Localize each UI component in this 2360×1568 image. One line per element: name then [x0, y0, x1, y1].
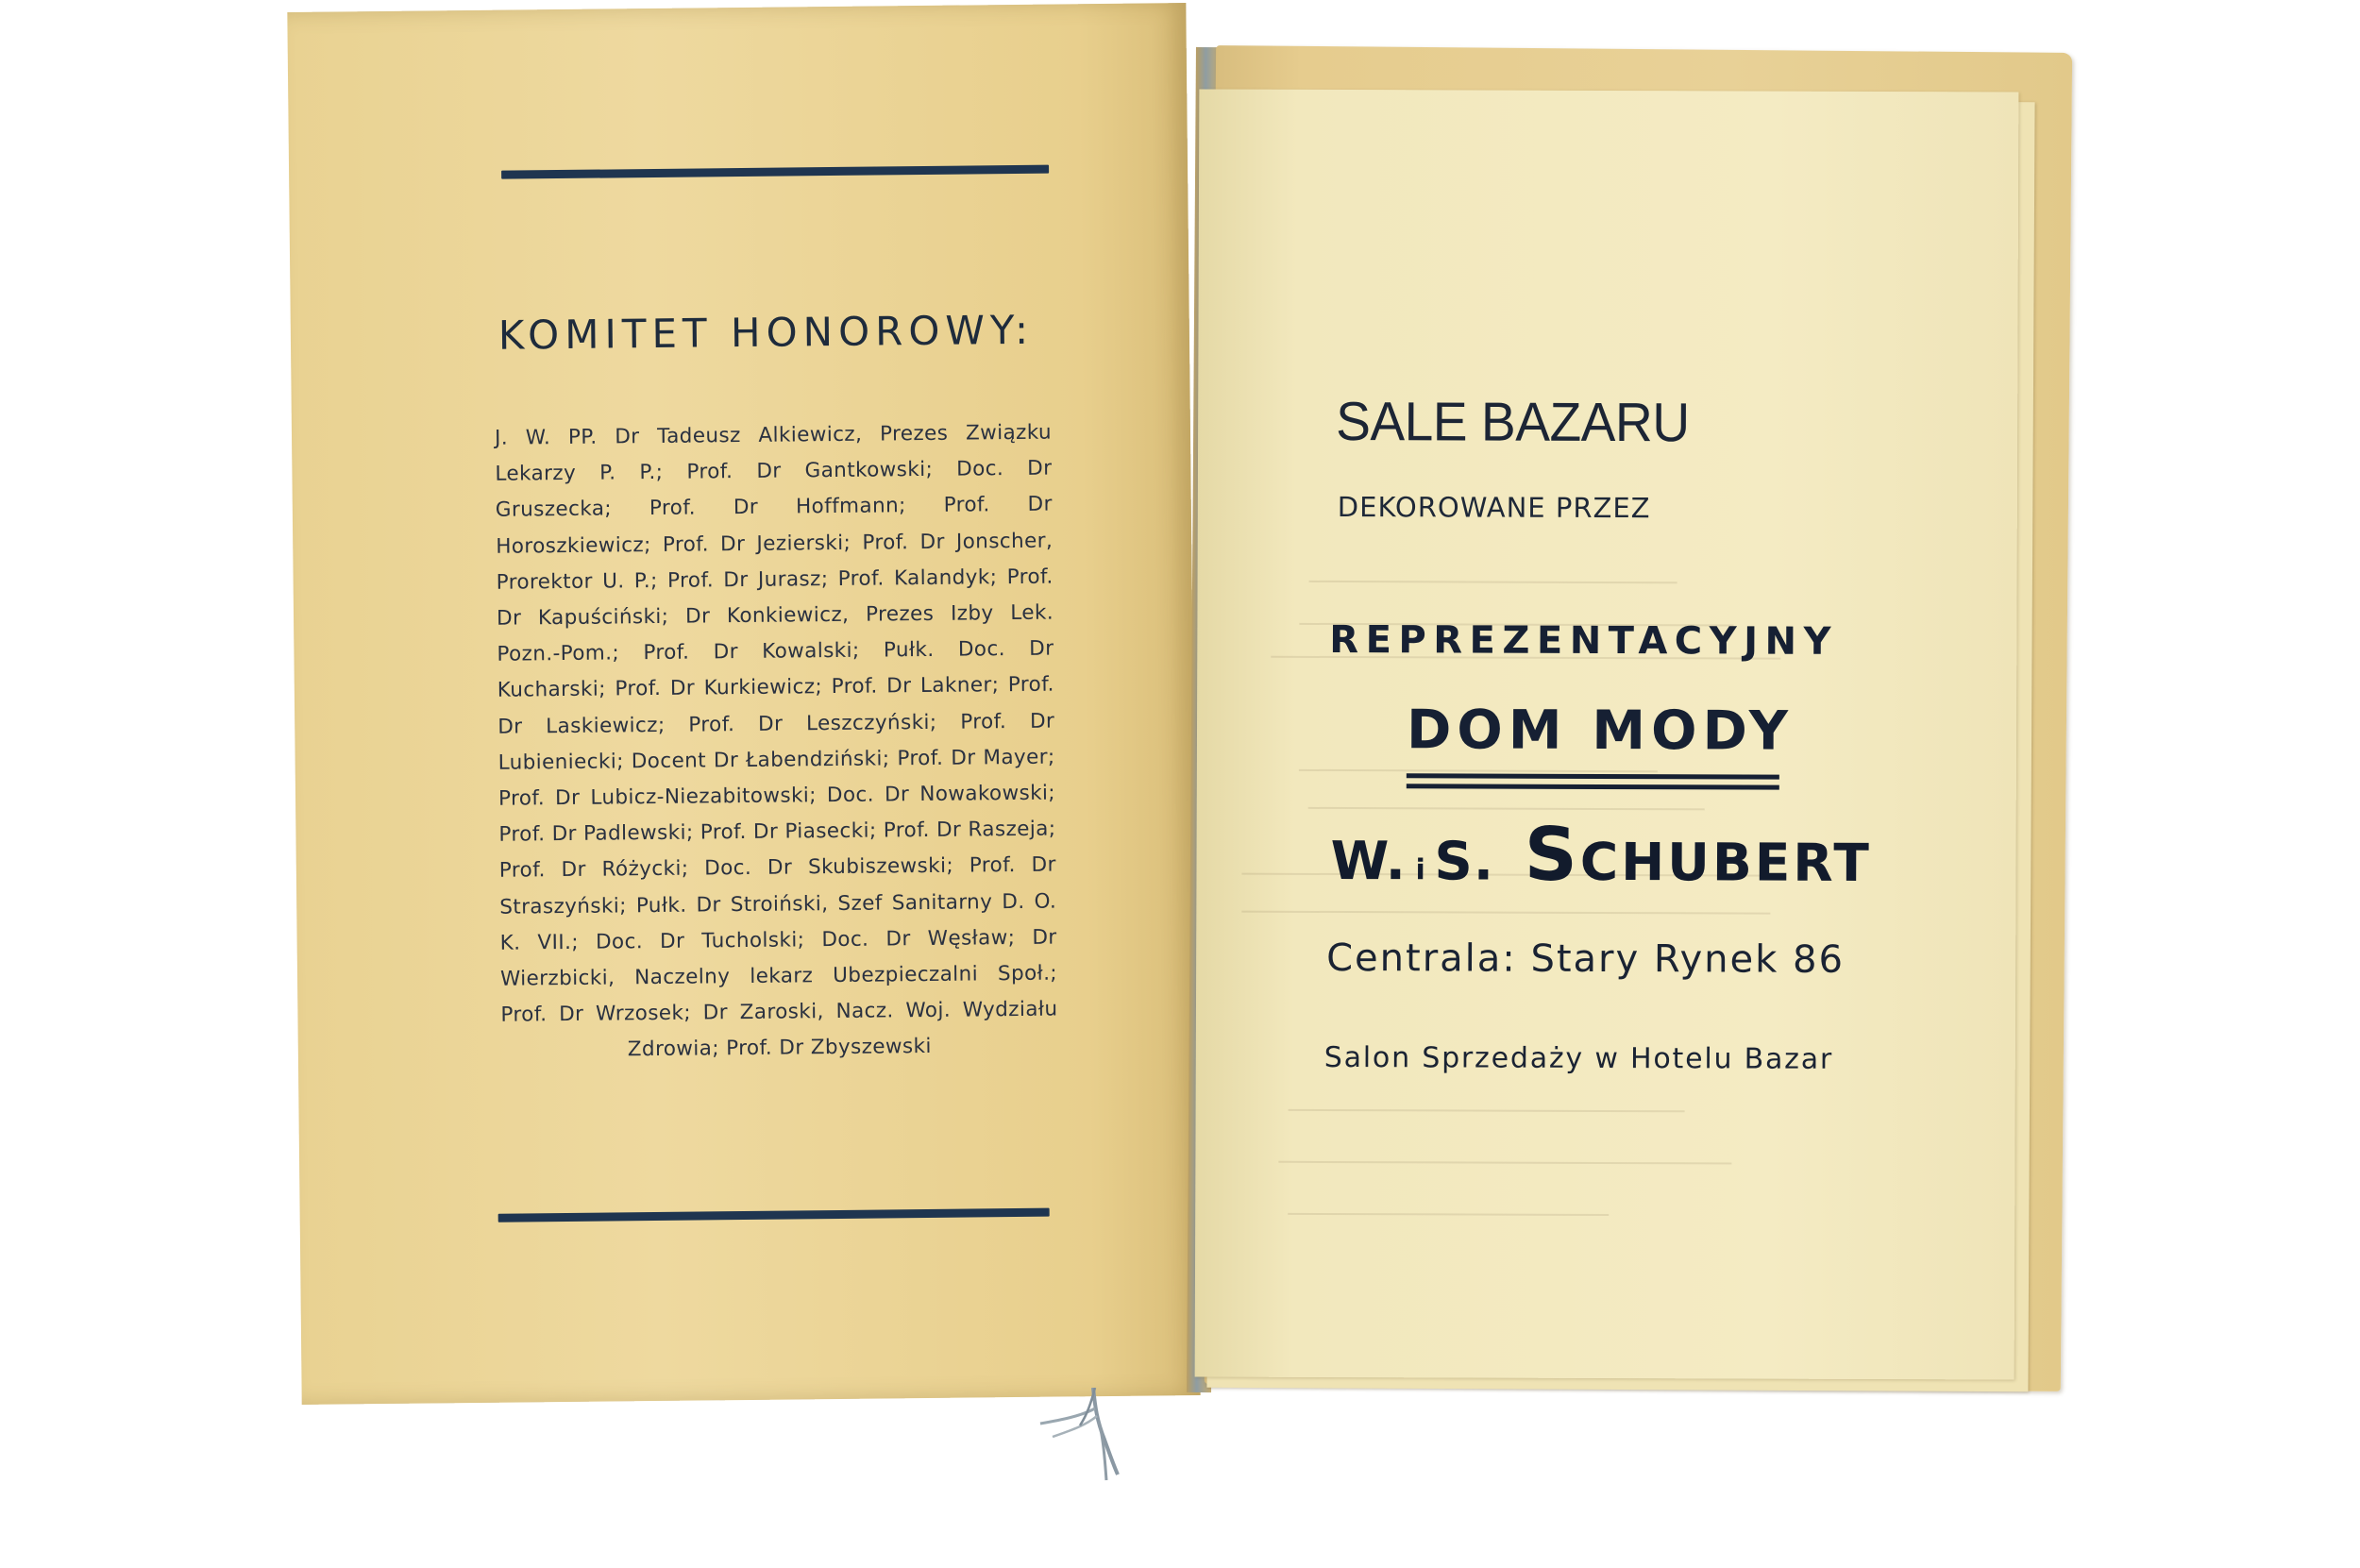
firm-and: i	[1415, 853, 1425, 887]
firm-name-line	[1330, 812, 1872, 899]
firm-initial-w: W.	[1330, 830, 1408, 893]
committee-title: KOMITET HONOROWY:	[497, 306, 1035, 359]
advertisement-sheet	[1195, 89, 2019, 1379]
binding-thread-icon	[1038, 1388, 1152, 1482]
left-page	[287, 3, 1200, 1405]
address-line: Centrala: Stary Rynek 86	[1326, 936, 1846, 982]
salon-line: Salon Sprzedaży w Hotelu Bazar	[1323, 1040, 1834, 1076]
top-rule	[501, 165, 1049, 179]
subtitle-reprezentacyjny: REPREZENTACYJNY	[1329, 617, 1839, 664]
bottom-rule	[498, 1208, 1050, 1222]
firm-initial-s: S.	[1434, 831, 1495, 893]
heading-sale-bazaru: SALE BAZARU	[1336, 390, 1690, 454]
decorated-by-text: DEKOROWANE PRZEZ	[1337, 491, 1651, 525]
firm-name: Schubert	[1524, 812, 1872, 899]
house-name: DOM MODY	[1406, 699, 1795, 763]
committee-members-text: J. W. PP. Dr Tadeusz Alkiewicz, Prezes Związku Lekarzy P. P.; Prof. Dr Gantkowski; Doc. Dr Gruszecka; Prof. Dr Hoffmann; Prof. Dr Horoszkiewicz; Prof. Dr Jezierski; Prof. Dr Jonscher, Prorektor U. P.; Prof. Dr Jurasz; Prof. Kalandyk; Prof. Dr Kapuściński; Dr Konkiewicz, Prezes Izby Lek. Pozn.-Pom.; Prof. Dr Kowalski; Pułk. Doc. Dr Kucharski; Prof. Dr Kurkiewicz; Prof. Dr Lakner; Prof. Dr Laskiewicz; Prof. Dr Leszczyński; Prof. Dr Lubieniecki; Docent Dr Łabendziński; Prof. Dr Mayer; Prof. Dr Lubicz-Niezabitowski; Doc. Dr Nowakowski; Prof. Dr Padlewski; Prof. Dr Piasecki; Prof. Dr Raszeja; Prof. Dr Różycki; Doc. Dr Skubiszewski; Prof. Dr Straszyński; Pułk. Dr Stroiński, Szef Sanitarny D. O. K. VII.; Doc. Dr Tucholski; Doc. Dr Węsław; Dr Wierzbicki, Naczelny lekarz Ubezpieczalni Społ.; Prof. Dr Wrzosek; Dr Zaroski, Nacz. Woj. Wydziału Zdrowia; Prof. Dr Zbyszewski	[494, 420, 1058, 1062]
